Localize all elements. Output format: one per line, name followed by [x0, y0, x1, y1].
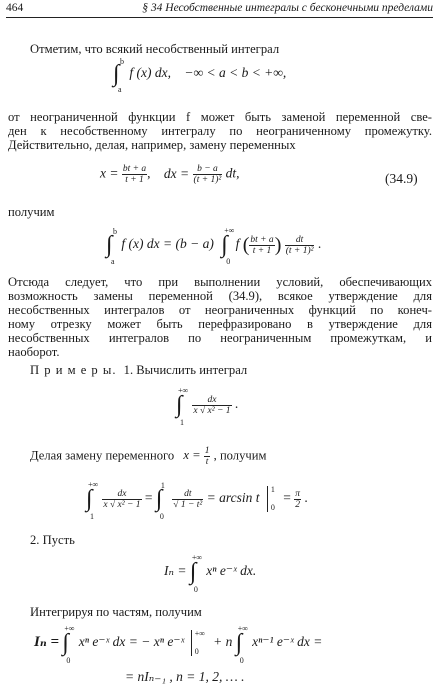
part-2: xⁿ⁻¹ e⁻ˣ dx = — [252, 634, 323, 650]
examples-heading: П р и м е р ы. — [30, 363, 117, 377]
lower-limit: a — [118, 85, 122, 94]
lhs: f (x) dx = (b − a) — [121, 236, 214, 252]
example-2: 2. Пусть — [30, 533, 75, 547]
lower-limit: a — [111, 257, 115, 266]
function-f: f — [235, 236, 240, 252]
one-over-t — [204, 446, 211, 467]
denominator: √ 1 − t² — [173, 499, 203, 510]
section-title: § 34 Несобственные интегралы с бесконечными пределами — [142, 2, 433, 14]
numerator: π — [295, 488, 301, 499]
paragraph-5-text: Делая замену переменного — [30, 448, 175, 463]
denominator: x √ x² − 1 — [103, 499, 141, 510]
lower-limit: 1 — [180, 418, 184, 427]
denominator: 2 — [295, 499, 301, 510]
mid: + n — [213, 634, 233, 650]
integrand-fraction — [172, 489, 203, 510]
denominator: x √ x² − 1 — [193, 405, 231, 416]
upper-limit: +∞ — [178, 386, 189, 395]
numerator: 1 — [204, 446, 210, 456]
upper-limit: +∞ — [64, 624, 75, 633]
upper-limit: 1 — [160, 481, 165, 490]
argument-fraction — [249, 235, 274, 256]
upper-limit: +∞ — [237, 624, 248, 633]
dx-lhs: dx = — [163, 165, 190, 181]
substitution-bar — [267, 486, 280, 512]
equation-change-variable: ∫ b a f (x) dx = (b − a) ∫ +∞ 0 f ( $\frac{bt + a}{t + 1}$ ) $\frac{dt}{\text{(t + 1)²}}$ . — [106, 226, 322, 266]
upper-limit: +∞ — [191, 553, 203, 562]
dt-fraction — [285, 235, 315, 256]
integral-sign: ∫ b a — [106, 227, 117, 266]
upper-limit: +∞ — [88, 480, 99, 489]
equation-substitution: x = $\frac{bt + a}{t + 1}$ , dx = $\frac{b - a}{\text{(t + 1)²}}$ dt, — [100, 164, 240, 185]
upper-limit: b — [113, 227, 117, 236]
paragraph-2-line: от неограниченной функции f может быть заменой переменной све- — [8, 110, 432, 124]
result-fraction — [294, 489, 301, 510]
numerator: bt + a — [122, 164, 147, 174]
denominator: (t + 1)² — [193, 175, 222, 185]
numerator: bt + a — [250, 234, 274, 245]
numerator: dx — [207, 394, 217, 405]
x-lhs: x = — [100, 165, 119, 181]
lower-limit: 0 — [226, 257, 231, 266]
lower-limit: 0 — [239, 656, 244, 665]
paragraph-5-tail: , получим — [213, 448, 267, 463]
period: . — [317, 236, 322, 252]
integral-sign: ∫ +∞ 1 — [176, 386, 189, 427]
paragraph-4-line: несобственных интегралов от неограниченных функций по конеч- — [8, 303, 432, 317]
paragraph-2-line: Действительно, делая, например, замену переменных — [8, 138, 296, 152]
part-1: xⁿ e⁻ˣ dx = − xⁿ e⁻ˣ — [78, 634, 185, 650]
paragraph-4-line: Отсюда следует, что при выполнении условий, обеспечивающих — [8, 275, 432, 289]
period: . — [304, 490, 308, 506]
sub-lower: 0 — [270, 503, 275, 512]
numerator: dt — [184, 488, 192, 499]
integral-sign: ∫ +∞ 0 — [235, 624, 248, 665]
equation-recurrence: = nIₙ₋₁ , n = 1, 2, … . — [125, 669, 245, 684]
equals: = — [144, 490, 153, 506]
paragraph-6: Интегрируя по частям, получим — [30, 605, 202, 619]
lower-limit: 1 — [90, 512, 94, 521]
sub-upper: 1 — [270, 485, 275, 494]
equation-number: (34.9) — [385, 171, 418, 186]
substitution-bar — [191, 630, 210, 656]
numerator: b − a — [197, 164, 218, 174]
denominator: t + 1 — [122, 174, 147, 185]
equation-In-definition — [164, 553, 257, 594]
integral-sign: ∫ +∞ 0 — [189, 553, 203, 594]
example-1: 1. Вычислить интеграл — [123, 363, 248, 377]
numerator: dt — [295, 234, 304, 245]
arcsin: = arcsin t — [206, 490, 260, 506]
x-fraction — [122, 164, 147, 185]
header-rule — [6, 17, 433, 18]
integral-sign: ∫ b a — [113, 57, 124, 94]
dx-fraction — [193, 164, 223, 185]
paragraph-3: получим — [8, 205, 55, 219]
denominator: (t + 1)² — [285, 245, 314, 256]
equals: = — [283, 490, 291, 506]
integral-sign: ∫ +∞ 0 — [221, 226, 235, 266]
paragraph-2-line: ден к несобственному интегралу по неограниченному промежутку. — [8, 124, 432, 138]
dx-tail: dt, — [225, 165, 240, 181]
paragraph-1: Отметим, что всякий несобственный интеграл — [30, 42, 280, 56]
lhs: Iₙ = — [34, 634, 60, 651]
paragraph-5 — [30, 446, 266, 467]
running-header — [6, 2, 433, 18]
denominator: t + 1 — [249, 245, 274, 256]
numerator: dx — [117, 488, 127, 499]
integral-sign: ∫ 1 0 — [155, 481, 165, 521]
lower-limit: 0 — [66, 656, 71, 665]
page-number: 464 — [6, 2, 24, 14]
lhs: Iₙ = — [164, 563, 187, 579]
sub-upper: +∞ — [194, 629, 205, 638]
integrand-fraction — [192, 395, 231, 416]
upper-limit: b — [120, 57, 124, 66]
integral-sign: ∫ +∞ 1 — [86, 480, 99, 521]
upper-limit: +∞ — [224, 226, 235, 235]
equation-example-1 — [176, 386, 239, 427]
equation-integration-by-parts — [34, 624, 323, 665]
lower-limit: 0 — [159, 512, 164, 521]
paragraph-4-line: ному отрезку может быть перефразировано в утверждение для — [8, 317, 432, 331]
integrand-fraction — [102, 489, 141, 510]
integrand: f (x) dx, — [129, 65, 171, 81]
denominator: t — [204, 456, 211, 467]
x-eq: x = — [183, 448, 201, 463]
period: . — [234, 396, 239, 412]
integrand: xⁿ e⁻ˣ dx. — [206, 563, 257, 579]
integral-sign: ∫ +∞ 0 — [62, 624, 75, 665]
equation-improper-integral — [113, 57, 287, 94]
paragraph-4-line: несобственных интегралов по неограниченным промежуткам, и — [8, 331, 432, 345]
paragraph-4-line: наоборот. — [8, 345, 60, 359]
sub-lower: 0 — [194, 647, 199, 656]
lower-limit: 0 — [193, 585, 198, 594]
equation-example-1-solution — [86, 480, 308, 521]
paragraph-4-line: возможность замены переменной (34.9), всякое утверждение для — [8, 289, 432, 303]
examples-line — [30, 364, 247, 377]
condition: −∞ < a < b < +∞, — [184, 65, 287, 81]
